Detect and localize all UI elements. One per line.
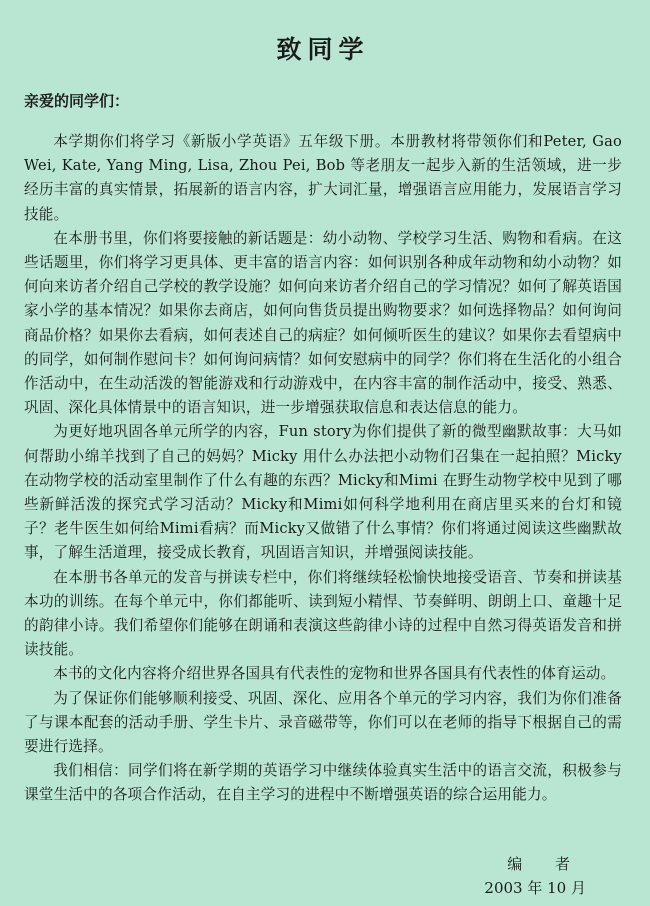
paragraph-culture: 本书的文化内容将介绍世界各国具有代表性的宠物和世界各国具有代表性的体育运动。 bbox=[53, 665, 616, 683]
paragraph-pronunciation: 在本册书各单元的发音与拼读专栏中，你们将继续轻松愉快地接受语音、节奏和拼读基本功的训练。在每个单元中，你们都能听、读到短小精悍、节奏鲜明、朗朗上口、童趣十足的韵律小诗。我们希望你们能够在朗诵和表演这些韵律小诗的过程中自然习得英语发音和拼读技能。 bbox=[24, 568, 622, 659]
paragraph-intro: 本学期你们将学习《新版小学英语》五年级下册。本册教材将带领你们和Peter, Gao Wei, Kate, Yang Ming, Lisa, Zhou Pei, Bob 等老朋友一起步入新的生活领域，进一步经历丰富的真实情景，拓展新的语言内容，扩大词汇量，增强语言应用能力，发展语言学习技能。 bbox=[24, 133, 622, 223]
paragraph-materials: 为了保证你们能够顺利接受、巩固、深化、应用各个单元的学习内容，我们为你们准备了与课本配套的活动手册、学生卡片、录音磁带等，你们可以在老师的指导下根据自己的需要进行选择。 bbox=[24, 689, 622, 756]
signature-editor: 编 者 bbox=[507, 855, 584, 873]
paragraph-topics: 在本册书里，你们将要接触的新话题是：幼小动物、学校学习生活、购物和看病。在这些话题里，你们将学习更具体、更丰富的语言内容：如何识别各种成年动物和幼小动物？如何向来访者介绍自己学校的教学设施？如何向来访者介绍自己的学习情况？如何了解英语国家小学的基本情况？如果你去商店，如何向售货员提出购物要求？如何选择物品？如何询问商品价格？如果你去看病，如何表述自己的病症？如何倾听医生的建议？如果你去看望病中的同学，如何制作慰问卡？如何询问病情？如何安慰病中的同学？你们将在生活化的小组合作活动中，在生动活泼的智能游戏和行动游戏中，在内容丰富的制作活动中，接受、熟悉、巩固、深化具体情景中的语言知识，进一步增强获取信息和表达信息的能力。 bbox=[24, 229, 622, 417]
greeting: 亲爱的同学们： bbox=[24, 92, 130, 110]
paragraph-fun-story: 为更好地巩固各单元所学的内容，Fun story为你们提供了新的微型幽默故事：大马如何帮助小绵羊找到了自己的妈妈？Micky 用什么办法把小动物们召集在一起拍照？Micky 在动物学校的活动室里制作了什么有趣的东西？Micky和Mimi 在野生动物学校中见到了哪些新鲜活泼的探究式学习活动？Micky和Mimi如何科学地利用在商店里买来的台灯和镜子？老牛医生如何给Mimi看病？而Micky又做错了什么事情？你们将通过阅读这些幽默故事，了解生活道理，接受成长教育，巩固语言知识，并增强阅读技能。 bbox=[24, 423, 622, 562]
paragraph-closing: 我们相信：同学们将在新学期的英语学习中继续体验真实生活中的语言交流，积极参与课堂生活中的各项合作活动，在自主学习的进程中不断增强英语的综合运用能力。 bbox=[24, 762, 622, 804]
signature-date: 2003 年 10 月 bbox=[484, 879, 586, 897]
signature-block bbox=[484, 852, 586, 900]
page-title: 致同学 bbox=[276, 35, 370, 64]
